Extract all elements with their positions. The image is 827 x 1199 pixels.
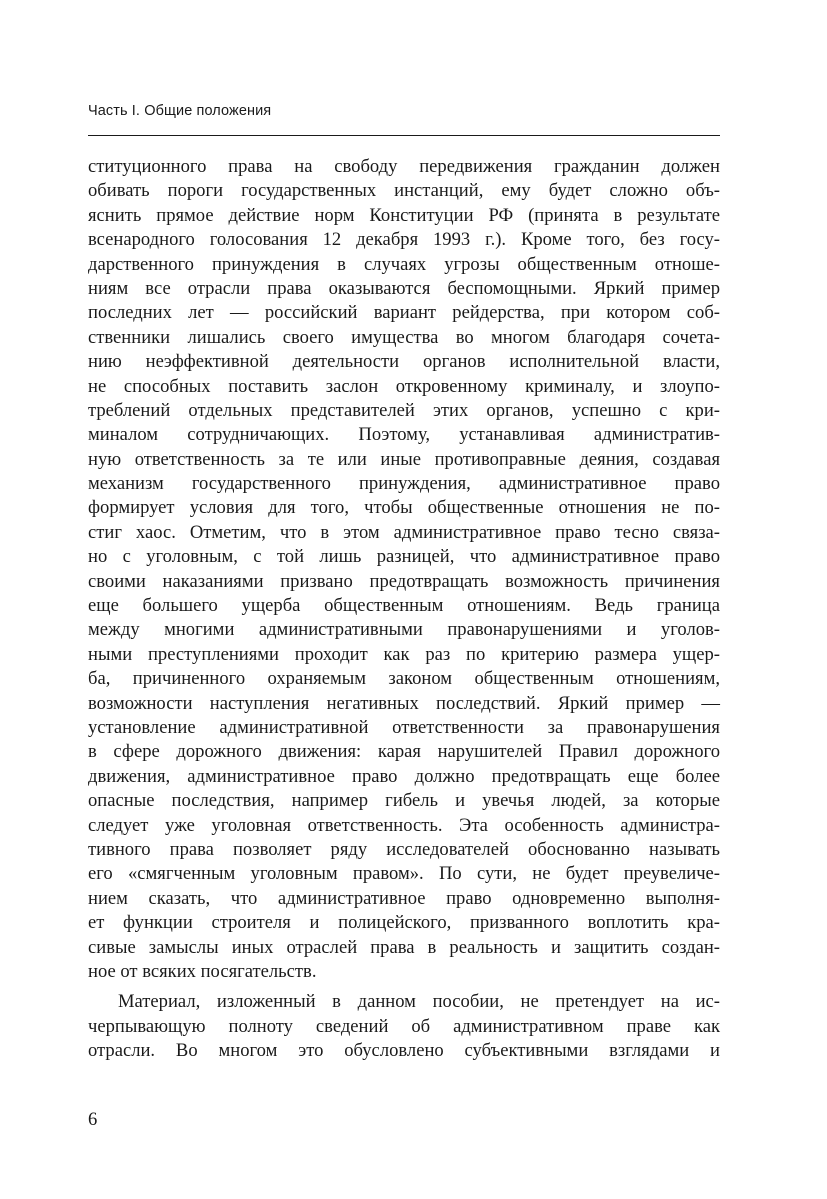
text-line: его «смягченным уголовным правом». По сути, не будет преувеличе- [88,863,720,885]
text-line: ное от всяких посягательств. [88,960,317,982]
text-line: яснить прямое действие норм Конституции РФ (принята в результате [88,204,720,226]
text-line: обивать пороги государственных инстанций, ему будет сложно объ- [88,180,720,202]
text-line: возможности наступления негативных последствий. Яркий пример — [88,692,720,714]
text-line: нию неэффективной деятельности органов исполнительной власти, [88,351,720,373]
text-line: стиг хаос. Отметим, что в этом административное право тесно связа- [88,521,720,543]
page-number: 6 [88,1109,98,1130]
text-line: еще большего ущерба общественным отношениям. Ведь граница [88,595,720,617]
text-line: следует уже уголовная ответственность. Эта особенность администра- [88,814,720,836]
body-text [88,155,720,1063]
text-line: ную ответственность за те или иные противоправные деяния, создавая [88,448,720,470]
text-line: в сфере дорожного движения: карая нарушителей Правил дорожного [88,741,720,763]
text-line: треблений отдельных представителей этих органов, успешно с кри- [88,399,720,421]
running-header: Часть I. Общие положения [88,103,272,119]
text-line: не способных поставить заслон откровенному криминалу, и злоупо- [88,375,720,397]
text-line: отрасли. Во многом это обусловлено субъективными взглядами и [88,1040,720,1062]
paragraph-1 [88,155,720,984]
text-line: Материал, изложенный в данном пособии, не претендует на ис- [118,991,720,1013]
text-line: своими наказаниями призвано предотвращать возможность причинения [88,570,720,592]
text-line: всенародного голосования 12 декабря 1993 г.). Кроме того, без госу- [88,229,720,251]
text-line: ституционного права на свободу передвижения гражданин должен [88,156,720,177]
text-line: ственники лишались своего имущества во многом благодаря сочета- [88,326,720,348]
text-line: ными преступлениями проходит как раз по критерию размера ущер- [88,643,720,665]
text-line: дарственного принуждения в случаях угрозы общественным отноше- [88,253,720,275]
text-line: сивые замыслы иных отраслей права в реальность и защитить создан- [88,936,720,958]
text-line: движения, административное право должно предотвращать еще более [88,765,720,787]
text-line: опасные последствия, например гибель и увечья людей, за которые [88,790,720,812]
text-line: но с уголовным, с той лишь разницей, что административное право [88,546,720,568]
text-line: между многими административными правонарушениями и уголов- [88,619,720,641]
text-line: ет функции строителя и полицейского, призванного воплотить кра- [88,912,720,934]
text-line: нием сказать, что административное право одновременно выполня- [88,887,720,909]
text-line: ниям все отрасли права оказываются беспомощными. Яркий пример [88,277,720,299]
text-line: тивного права позволяет ряду исследователей обоснованно называть [88,838,720,860]
text-line: ба, причиненного охраняемым законом общественным отношениям, [88,668,720,690]
header-divider [88,135,720,136]
text-line: формирует условия для того, чтобы общественные отношения не по- [88,497,720,519]
text-line: установление административной ответственности за правонарушения [88,716,720,738]
text-line: миналом сотрудничающих. Поэтому, устанавливая административ- [88,424,720,446]
text-line: последних лет — российский вариант рейдерства, при котором соб- [88,302,720,324]
text-line: механизм государственного принуждения, административное право [88,473,720,495]
paragraph-2 [88,990,720,1063]
text-line: черпывающую полноту сведений об административном праве как [88,1015,720,1037]
